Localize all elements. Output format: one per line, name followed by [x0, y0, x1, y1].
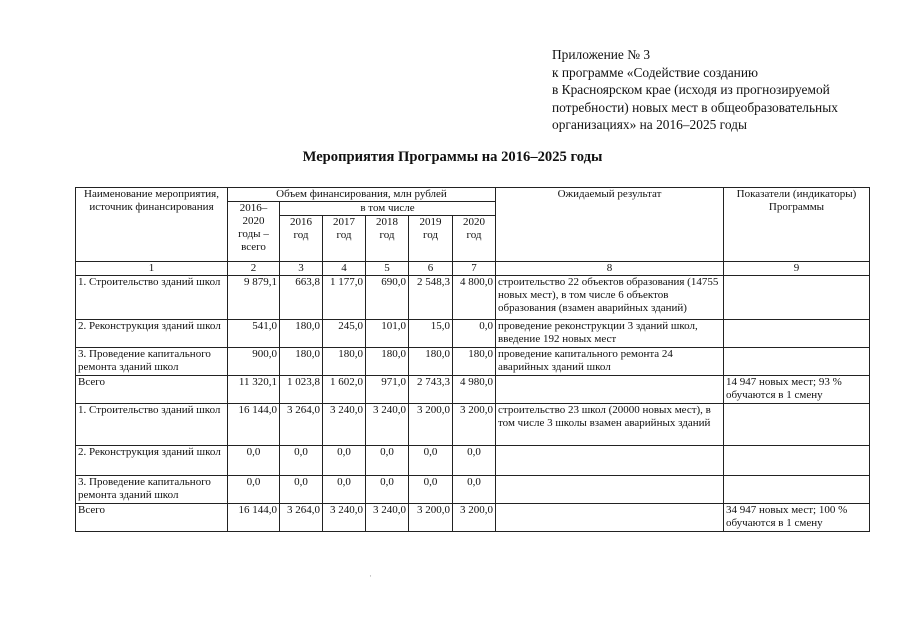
row-y2019: 0,0: [409, 446, 453, 476]
row-indicator: 14 947 новых мест; 93 % обучаются в 1 смену: [724, 376, 870, 404]
row-y2017: 3 240,0: [323, 404, 366, 446]
table-row: [76, 348, 870, 376]
row-y2019: 3 200,0: [409, 404, 453, 446]
row-y2020: 0,0: [453, 446, 496, 476]
row-y2018: 3 240,0: [366, 504, 409, 532]
row-y2018: 101,0: [366, 320, 409, 348]
row-y2017: 0,0: [323, 476, 366, 504]
row-result: [496, 476, 724, 504]
row-y2016: 180,0: [280, 348, 323, 376]
table-row: [76, 476, 870, 504]
row-name: 3. Проведение капитального ремонта зданий школ: [76, 348, 228, 376]
row-y2017: 245,0: [323, 320, 366, 348]
column-number: 5: [366, 262, 409, 276]
row-result: [496, 446, 724, 476]
appendix-line: потребности) новых мест в общеобразовательных: [552, 99, 838, 115]
row-y2018: 690,0: [366, 276, 409, 320]
table-row-total: [76, 504, 870, 532]
row-result: строительство 23 школ (20000 новых мест), в том числе 3 школы взамен аварийных зданий: [496, 404, 724, 446]
column-number: 7: [453, 262, 496, 276]
row-total: 11 320,1: [228, 376, 280, 404]
row-indicator: [724, 348, 870, 376]
table-row-total: [76, 376, 870, 404]
row-y2018: 0,0: [366, 446, 409, 476]
row-y2017: 180,0: [323, 348, 366, 376]
column-number-row: [76, 262, 870, 276]
row-name: 2. Реконструкция зданий школ: [76, 320, 228, 348]
row-y2016: 3 264,0: [280, 504, 323, 532]
header-including: в том числе: [280, 202, 496, 216]
row-result: [496, 504, 724, 532]
row-result: [496, 376, 724, 404]
row-y2017: 1 602,0: [323, 376, 366, 404]
column-number: 9: [724, 262, 870, 276]
page-title: Мероприятия Программы на 2016–2025 годы: [302, 149, 603, 165]
appendix-line: организациях» на 2016–2025 годы: [552, 117, 747, 133]
header-year: 2020 год: [453, 216, 496, 262]
row-total: 16 144,0: [228, 404, 280, 446]
row-indicator: [724, 476, 870, 504]
row-y2020: 4 980,0: [453, 376, 496, 404]
row-indicator: [724, 276, 870, 320]
row-total: 0,0: [228, 446, 280, 476]
header-year: 2018 год: [366, 216, 409, 262]
header-funding: Объем финансирования, млн рублей: [228, 188, 496, 202]
row-y2016: 663,8: [280, 276, 323, 320]
column-number: 6: [409, 262, 453, 276]
table-row: [76, 320, 870, 348]
row-y2018: 3 240,0: [366, 404, 409, 446]
table-row: [76, 404, 870, 446]
row-y2016: 3 264,0: [280, 404, 323, 446]
row-indicator: 34 947 новых мест; 100 % обучаются в 1 смену: [724, 504, 870, 532]
appendix-line: к программе «Содействие созданию: [552, 64, 758, 80]
row-name: 1. Строительство зданий школ: [76, 404, 228, 446]
row-y2020: 4 800,0: [453, 276, 496, 320]
column-number: 8: [496, 262, 724, 276]
row-y2019: 180,0: [409, 348, 453, 376]
header-name: Наименование мероприятия, источник финансирования: [76, 188, 228, 262]
column-number: 2: [228, 262, 280, 276]
row-y2019: 3 200,0: [409, 504, 453, 532]
row-total: 900,0: [228, 348, 280, 376]
row-total: 541,0: [228, 320, 280, 348]
appendix-note: [552, 46, 892, 134]
row-y2016: 1 023,8: [280, 376, 323, 404]
scan-speck: ·: [369, 571, 372, 581]
row-y2017: 1 177,0: [323, 276, 366, 320]
row-y2016: 0,0: [280, 476, 323, 504]
row-total: 0,0: [228, 476, 280, 504]
header-year: 2016 год: [280, 216, 323, 262]
row-y2018: 971,0: [366, 376, 409, 404]
row-y2020: 3 200,0: [453, 404, 496, 446]
row-name: 1. Строительство зданий школ: [76, 276, 228, 320]
row-result: строительство 22 объектов образования (14755 новых мест), в том числе 6 объектов образования (взамен аварийных зданий): [496, 276, 724, 320]
row-indicator: [724, 320, 870, 348]
row-y2016: 0,0: [280, 446, 323, 476]
row-total: 16 144,0: [228, 504, 280, 532]
table-row: [76, 446, 870, 476]
row-name: 3. Проведение капитального ремонта зданий школ: [76, 476, 228, 504]
program-table: [75, 187, 870, 532]
row-y2019: 2 743,3: [409, 376, 453, 404]
row-y2020: 0,0: [453, 476, 496, 504]
row-name: 2. Реконструкция зданий школ: [76, 446, 228, 476]
row-y2020: 180,0: [453, 348, 496, 376]
row-y2016: 180,0: [280, 320, 323, 348]
row-y2019: 0,0: [409, 476, 453, 504]
row-y2018: 180,0: [366, 348, 409, 376]
row-result: проведение реконструкции 3 зданий школ, введение 192 новых мест: [496, 320, 724, 348]
row-name: Всего: [76, 376, 228, 404]
column-number: 3: [280, 262, 323, 276]
table-row: [76, 276, 870, 320]
row-y2020: 3 200,0: [453, 504, 496, 532]
row-indicator: [724, 446, 870, 476]
row-y2019: 2 548,3: [409, 276, 453, 320]
row-total: 9 879,1: [228, 276, 280, 320]
row-result: проведение капитального ремонта 24 аварийных зданий школ: [496, 348, 724, 376]
row-indicator: [724, 404, 870, 446]
header-indicators: Показатели (индикаторы) Программы: [724, 188, 870, 262]
header-total: 2016–2020 годы – всего: [228, 202, 280, 262]
column-number: 1: [76, 262, 228, 276]
row-y2020: 0,0: [453, 320, 496, 348]
column-number: 4: [323, 262, 366, 276]
header-year: 2019 год: [409, 216, 453, 262]
header-result: Ожидаемый результат: [496, 188, 724, 262]
row-name: Всего: [76, 504, 228, 532]
row-y2017: 3 240,0: [323, 504, 366, 532]
row-y2019: 15,0: [409, 320, 453, 348]
row-y2017: 0,0: [323, 446, 366, 476]
header-year: 2017 год: [323, 216, 366, 262]
row-y2018: 0,0: [366, 476, 409, 504]
appendix-line: Приложение № 3: [552, 47, 651, 62]
appendix-line: в Красноярском крае (исходя из прогнозируемой: [552, 82, 830, 98]
